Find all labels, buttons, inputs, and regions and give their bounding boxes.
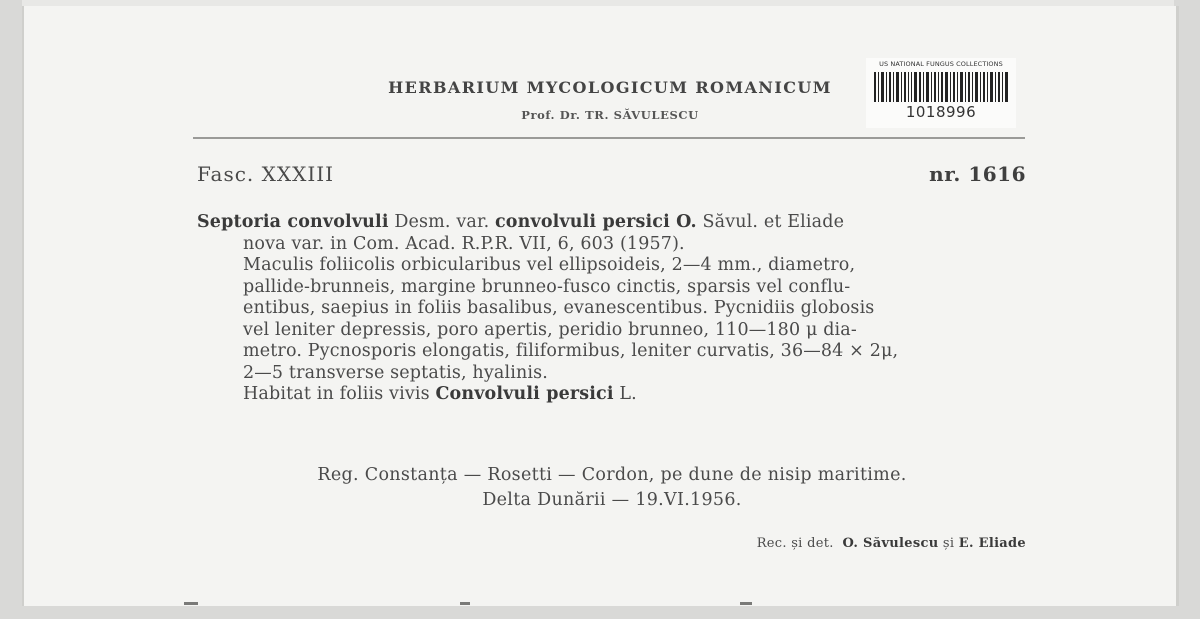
diagnosis-line: 2—5 transverse septatis, hyalinis. bbox=[243, 362, 548, 383]
collector-name: O. Săvulescu bbox=[842, 536, 939, 551]
diagnosis-line: Maculis foliicolis orbicularibus vel ellipsoideis, 2—4 mm., diametro, bbox=[243, 255, 856, 275]
barcode-label bbox=[866, 58, 1016, 128]
taxon-name: Septoria convolvuli bbox=[197, 212, 389, 232]
edge-mark bbox=[740, 602, 752, 605]
collector-name: E. Eliade bbox=[958, 536, 1026, 551]
diagnosis-line: entibus, saepius in foliis basalibus, evanescentibus. Pycnidiis globosis bbox=[243, 298, 875, 318]
diagnosis-line: pallide-brunneis, margine brunneo-fusco cinctis, sparsis vel conflu- bbox=[243, 276, 851, 297]
collectors-prefix: Rec. și det. bbox=[756, 536, 834, 551]
host-name: Convolvuli persici bbox=[435, 384, 614, 404]
taxon-line bbox=[197, 212, 1027, 234]
locality-line: Reg. Constanța — Rosetti — Cordon, pe dune de nisip maritime. bbox=[317, 465, 907, 485]
diagnosis-line: metro. Pycnosporis elongatis, filiformibus, leniter curvatis, 36—84 × 2μ, bbox=[243, 341, 899, 361]
header-divider bbox=[193, 137, 1025, 139]
habitat-line bbox=[197, 384, 1027, 406]
collection-date-line: Delta Dunării — 19.VI.1956. bbox=[482, 490, 742, 510]
herbarium-curator: Prof. Dr. TR. SĂVULESCU bbox=[521, 108, 699, 122]
herbarium-title: HERBARIUM MYCOLOGICUM ROMANICUM bbox=[388, 78, 832, 97]
host-author: L. bbox=[613, 384, 637, 404]
barcode-caption: US NATIONAL FUNGUS COLLECTIONS bbox=[879, 60, 1003, 68]
habitat-text: Habitat in foliis vivis bbox=[243, 384, 436, 404]
variety-name: convolvuli persici O. bbox=[495, 212, 697, 232]
barcode-icon bbox=[874, 72, 1008, 102]
diagnosis-line: vel leniter depressis, poro apertis, peridio brunneo, 110—180 μ dia- bbox=[243, 319, 857, 340]
specimen-number: nr. 1616 bbox=[929, 162, 1026, 186]
locality-block bbox=[197, 463, 1027, 513]
species-description bbox=[197, 212, 1027, 406]
barcode-number: 1018996 bbox=[905, 103, 977, 121]
collectors-conjunction: și bbox=[938, 536, 959, 551]
edge-mark bbox=[460, 602, 470, 605]
collectors-line bbox=[560, 536, 1026, 551]
variety-author: Săvul. et Eliade bbox=[696, 212, 845, 232]
edge-mark bbox=[184, 602, 198, 605]
publication-line: nova var. in Com. Acad. R.P.R. VII, 6, 603 (1957). bbox=[243, 233, 685, 254]
taxon-author: Desm. var. bbox=[388, 212, 495, 232]
fascicle-label: Fasc. XXXIII bbox=[197, 162, 335, 186]
